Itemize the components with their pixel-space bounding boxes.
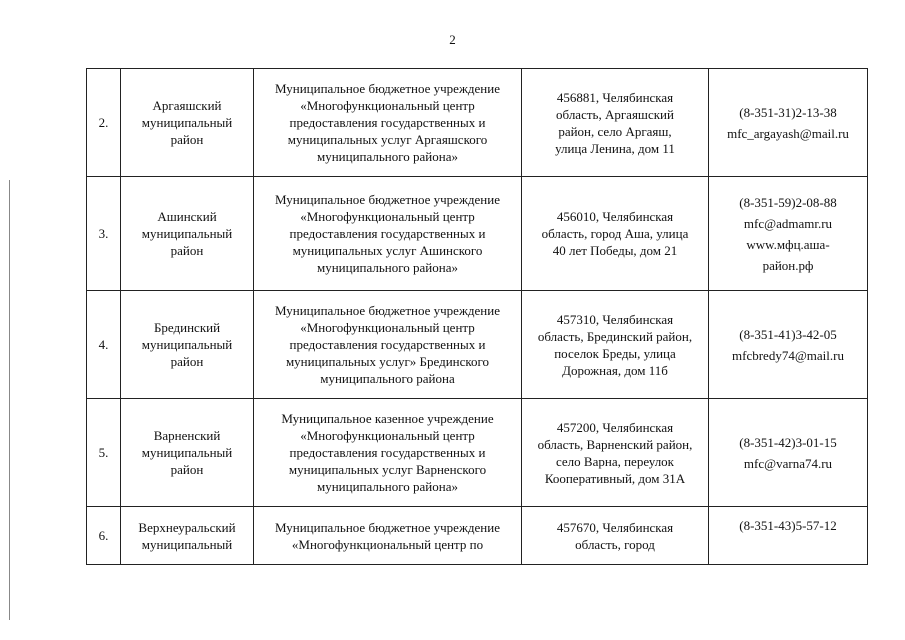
district-line: муниципальный	[141, 226, 233, 241]
address-line: область, Аргаяшский	[556, 106, 674, 122]
organization-line: муниципальных услуг Ашинского	[292, 243, 483, 258]
address-cell	[522, 507, 709, 565]
district-line: Варненский	[153, 428, 221, 443]
organization-line: муниципального района	[320, 371, 455, 386]
organization-cell	[254, 507, 522, 565]
address-line: область, Брединский район,	[537, 328, 693, 344]
organization-cell	[254, 69, 522, 177]
address-line: село Варна, переулок	[555, 453, 674, 469]
district-line: муниципальный	[141, 445, 233, 460]
contacts-cell	[709, 399, 868, 507]
phone-number: (8-351-43)5-57-12	[739, 518, 837, 533]
organization-line: Муниципальное бюджетное учреждение	[275, 303, 500, 318]
table-row	[87, 177, 868, 291]
organization-line: Муниципальное казенное учреждение	[281, 411, 494, 426]
mfc-registry-table	[86, 68, 868, 565]
organization-cell	[254, 399, 522, 507]
district-line: муниципальный	[141, 115, 233, 130]
address-line: область, Варненский район,	[537, 436, 693, 452]
organization-line: «Многофункциональный центр	[300, 428, 475, 443]
row-number: 6.	[87, 507, 121, 565]
district-line: район	[170, 354, 204, 369]
address-line: поселок Бреды, улица	[554, 345, 676, 361]
website-link[interactable]: www.мфц.аша-	[746, 236, 830, 252]
district-line: Верхнеуральский	[138, 519, 236, 535]
district-cell	[121, 69, 254, 177]
row-number: 2.	[87, 69, 121, 177]
table-row	[87, 291, 868, 399]
row-number: 3.	[87, 177, 121, 291]
district-line: Аргаяшский	[152, 98, 222, 113]
address-cell	[522, 177, 709, 291]
organization-line: муниципального района»	[317, 479, 458, 494]
contacts-cell	[709, 177, 868, 291]
district-line: муниципальный	[141, 536, 233, 552]
organization-line: муниципальных услуг» Брединского	[285, 354, 490, 369]
organization-line: «Многофункциональный центр	[300, 98, 475, 113]
district-cell	[121, 507, 254, 565]
address-line: область, город Аша, улица	[541, 226, 689, 241]
address-cell	[522, 399, 709, 507]
address-cell	[522, 291, 709, 399]
email-link[interactable]: mfc@admamr.ru	[743, 215, 833, 231]
address-line: область, город	[575, 536, 655, 552]
contacts-cell	[709, 291, 868, 399]
contacts-cell	[709, 507, 868, 565]
address-line: улица Ленина, дом 11	[555, 140, 675, 156]
contacts-cell	[709, 69, 868, 177]
row-number: 4.	[87, 291, 121, 399]
organization-line: «Многофункциональный центр по	[291, 536, 484, 552]
phone-number: (8-351-41)3-42-05	[739, 326, 837, 342]
district-line: Ашинский	[157, 209, 217, 224]
organization-line: муниципального района»	[317, 149, 458, 164]
organization-line: муниципальных услуг Варненского	[288, 462, 487, 477]
address-line: 456881, Челябинская	[556, 89, 674, 105]
district-line: Брединский	[153, 320, 221, 335]
district-line: район	[170, 462, 204, 477]
organization-line: предоставления государственных и	[289, 445, 486, 460]
address-line: район, село Аргаяш,	[558, 123, 672, 139]
organization-line: Муниципальное бюджетное учреждение	[275, 81, 500, 96]
organization-line: предоставления государственных и	[289, 337, 486, 352]
organization-line: предоставления государственных и	[289, 226, 486, 241]
scan-edge-line	[9, 180, 10, 620]
organization-cell	[254, 177, 522, 291]
address-line: 457310, Челябинская	[556, 311, 674, 327]
address-line: 457200, Челябинская	[556, 419, 674, 435]
email-link[interactable]: mfc_argayash@mail.ru	[727, 125, 849, 141]
address-line: 40 лет Победы, дом 21	[552, 243, 678, 258]
email-link[interactable]: mfc@varna74.ru	[743, 455, 833, 471]
address-line: Кооперативный, дом 31А	[544, 470, 686, 486]
organization-line: муниципального района»	[317, 260, 458, 275]
address-cell	[522, 69, 709, 177]
organization-line: «Многофункциональный центр	[300, 320, 475, 335]
organization-line: «Многофункциональный центр	[300, 209, 475, 224]
organization-line: предоставления государственных и	[289, 115, 486, 130]
district-cell	[121, 399, 254, 507]
phone-number: (8-351-31)2-13-38	[739, 104, 837, 120]
row-number: 5.	[87, 399, 121, 507]
phone-number: (8-351-42)3-01-15	[739, 434, 837, 450]
address-line: 457670, Челябинская	[556, 519, 674, 535]
organization-line: муниципальных услуг Аргаяшского	[287, 132, 488, 147]
organization-line: Муниципальное бюджетное учреждение	[275, 519, 500, 535]
district-line: район	[170, 132, 204, 147]
phone-number: (8-351-59)2-08-88	[739, 194, 837, 210]
page-number: 2	[449, 32, 456, 47]
organization-cell	[254, 291, 522, 399]
table-row	[87, 69, 868, 177]
organization-line: Муниципальное бюджетное учреждение	[275, 192, 500, 207]
address-line: 456010, Челябинская	[556, 209, 674, 224]
website-link[interactable]: район.рф	[762, 257, 814, 273]
district-line: муниципальный	[141, 337, 233, 352]
address-line: Дорожная, дом 11б	[562, 362, 668, 378]
district-line: район	[170, 243, 204, 258]
district-cell	[121, 291, 254, 399]
table-row	[87, 399, 868, 507]
district-cell	[121, 177, 254, 291]
email-link[interactable]: mfcbredy74@mail.ru	[732, 347, 844, 363]
table-row	[87, 507, 868, 565]
